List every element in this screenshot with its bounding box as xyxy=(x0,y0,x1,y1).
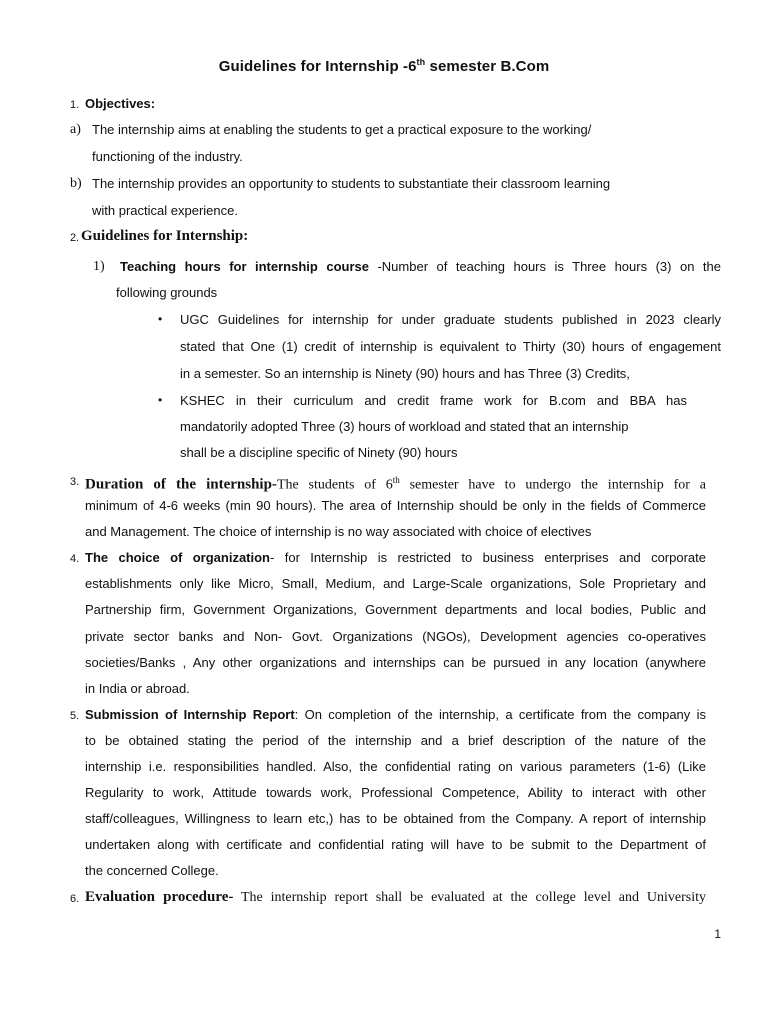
bullet-dot: • xyxy=(158,393,163,407)
duration-line3: and Management. The choice of internship is no way associated with choice of electives xyxy=(85,524,592,539)
teaching-hours-line1: Teaching hours for internship course -Number of teaching hours is Three hours (3) on the xyxy=(120,259,721,274)
duration-line1: Duration of the internship-The students of 6th semester have to undergo the internship for a xyxy=(85,475,706,493)
report-line6: undertaken along with certificate and confidential rating will have to be submit to the Department of xyxy=(85,837,706,852)
evaluation-line1: Evaluation procedure- The internship report shall be evaluated at the college level and University xyxy=(85,889,706,905)
kshec-bullet-line2: mandatorily adopted Three (3) hours of workload and stated that an internship xyxy=(180,419,629,434)
report-line1: Submission of Internship Report: On completion of the internship, a certificate from the company is xyxy=(85,707,707,722)
section-number: 2. xyxy=(70,232,80,244)
list-marker: a) xyxy=(70,122,81,137)
report-line4: Regularity to work, Attitude towards work, Professional Competence, Ability to interact with other xyxy=(85,785,706,800)
organization-line6: in India or abroad. xyxy=(85,681,190,696)
list-marker: 1) xyxy=(93,259,105,274)
ugc-bullet-line2: stated that One (1) credit of internship is equivalent to Thirty (30) hours of engagement xyxy=(180,339,721,354)
objective-b-line2: with practical experience. xyxy=(92,203,238,218)
organization-line1: The choice of organization- for Internship is restricted to business enterprises and corporate xyxy=(85,550,707,565)
section-heading-objectives: Objectives: xyxy=(85,96,156,111)
section-number: 4. xyxy=(70,553,80,565)
organization-line3: Partnership firm, Government Organizations, Government departments and local bodies, Public and xyxy=(85,602,706,617)
organization-line4: private sector banks and Non- Govt. Organizations (NGOs), Development agencies co-operatives xyxy=(85,629,706,644)
ugc-bullet-line1: UGC Guidelines for internship for under graduate students published in 2023 clearly xyxy=(180,312,721,327)
ugc-bullet-line3: in a semester. So an internship is Ninety (90) hours and has Three (3) Credits, xyxy=(180,366,630,381)
report-line2: to be obtained stating the period of the internship and a brief description of the nature of the xyxy=(85,733,706,748)
kshec-bullet-line3: shall be a discipline specific of Ninety (90) hours xyxy=(180,445,458,460)
page-number: 1 xyxy=(714,927,721,941)
section-number: 1. xyxy=(70,99,80,111)
section-number: 5. xyxy=(70,710,80,722)
list-marker: b) xyxy=(70,176,82,191)
report-line5: staff/colleagues, Willingness to learn etc,) has to be obtained from the Company. A report of internship xyxy=(85,811,706,826)
organization-line5: societies/Banks , Any other organizations and internships can be pursued in any location (anywhere xyxy=(85,655,706,670)
report-line7: the concerned College. xyxy=(85,863,219,878)
objective-a-line1: The internship aims at enabling the students to get a practical exposure to the working/ xyxy=(92,122,592,137)
section-number: 6. xyxy=(70,893,80,905)
objective-a-line2: functioning of the industry. xyxy=(92,149,243,164)
document-title: Guidelines for Internship -6th semester B.Com xyxy=(218,57,550,75)
section-heading-guidelines: Guidelines for Internship: xyxy=(81,228,249,244)
kshec-bullet-line1: KSHEC in their curriculum and credit frame work for B.com and BBA has xyxy=(180,393,687,408)
organization-line2: establishments only like Micro, Small, Medium, and Large-Scale organizations, Sole Proprietary and xyxy=(85,576,706,591)
objective-b-line1: The internship provides an opportunity to students to substantiate their classroom learning xyxy=(92,176,611,191)
teaching-hours-line2: following grounds xyxy=(116,285,218,300)
bullet-dot: • xyxy=(158,312,163,326)
section-number: 3. xyxy=(70,476,80,488)
duration-line2: minimum of 4-6 weeks (min 90 hours). The area of Internship should be only in the fields of Commerce xyxy=(85,498,706,513)
report-line3: internship i.e. responsibilities handled. Also, the confidential rating on various parameters (1-6) (Like xyxy=(85,759,706,774)
